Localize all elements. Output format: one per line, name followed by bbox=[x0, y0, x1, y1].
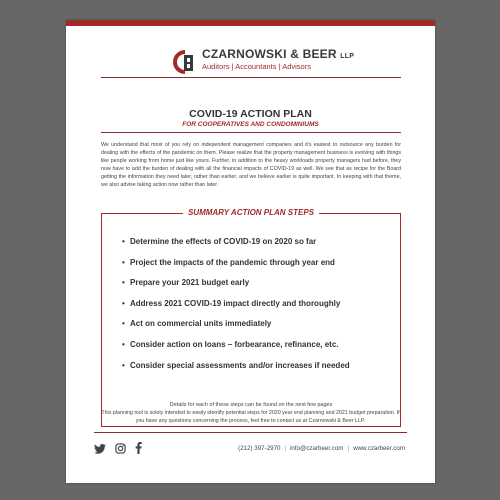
firm-name: CZARNOWSKI & BEER LLP bbox=[202, 47, 355, 61]
step-item: • Determine the effects of COVID-19 on 2020 so far bbox=[122, 237, 317, 246]
document-page bbox=[66, 20, 435, 483]
title-divider bbox=[101, 132, 401, 133]
instagram-icon[interactable] bbox=[115, 441, 126, 459]
contact-info: (212) 397-2970 | info@czarbeer.com | www.czarbeer.com bbox=[238, 445, 405, 452]
steps-list bbox=[122, 237, 350, 381]
email-link[interactable]: info@czarbeer.com bbox=[290, 445, 344, 452]
website-link[interactable]: www.czarbeer.com bbox=[353, 445, 405, 452]
step-item: • Consider special assessments and/or increases if needed bbox=[122, 360, 350, 370]
step-item: • Prepare your 2021 budget early bbox=[122, 278, 250, 288]
firm-logo bbox=[171, 47, 354, 93]
top-accent-bar bbox=[66, 20, 435, 26]
footer-divider bbox=[94, 432, 407, 433]
step-item: • Address 2021 COVID-19 impact directly and thoroughly bbox=[122, 298, 341, 308]
summary-note: Details for each of these steps can be found on the next few pages bbox=[169, 402, 333, 408]
step-item: • Act on commercial units immediately bbox=[122, 319, 272, 329]
intro-paragraph: We understand that most of you rely on independent management companies and it's easiest to outsource any burden for dealing with the effects of the pandemic on them. Please realize that the property management business is evolving with things like people working from home just like yours. Further, in addition to the heavy workloads property managers had before, they now have to add the burden of dealing with all the financial impacts of COVID-19 as well. We see that as recipe for the Board getting the information they need later, rather than earlier, and we believe earlier is quite important. In keeping with that theme, we also advise taking action now rather than later. bbox=[101, 142, 401, 188]
firm-suffix: LLP bbox=[340, 53, 355, 60]
page-title: COVID-19 ACTION PLAN bbox=[189, 108, 312, 120]
firm-tagline: Auditors | Accountants | Advisors bbox=[202, 62, 311, 71]
social-icons bbox=[94, 441, 142, 459]
cb-logo-icon bbox=[171, 49, 197, 75]
phone-number: (212) 397-2970 bbox=[238, 445, 281, 452]
facebook-icon[interactable] bbox=[135, 441, 142, 459]
page-subtitle: FOR COOPERATIVES AND CONDOMINIUMS bbox=[182, 121, 319, 128]
step-item: • Project the impacts of the pandemic through year end bbox=[122, 257, 335, 267]
step-item: • Consider action on loans – forbearance, refinance, etc. bbox=[122, 339, 339, 349]
twitter-icon[interactable] bbox=[94, 441, 106, 459]
header-divider bbox=[101, 77, 401, 78]
summary-heading: SUMMARY ACTION PLAN STEPS bbox=[183, 208, 319, 217]
footer-disclaimer: This planning tool is solely intended to easily identify potential steps for 2020 year end planning and 2021 budget preparation. If you have any questions concerning the process, feel free to contact us at Czarnowski & Beer LLP. bbox=[101, 410, 400, 424]
summary-box bbox=[101, 208, 401, 427]
